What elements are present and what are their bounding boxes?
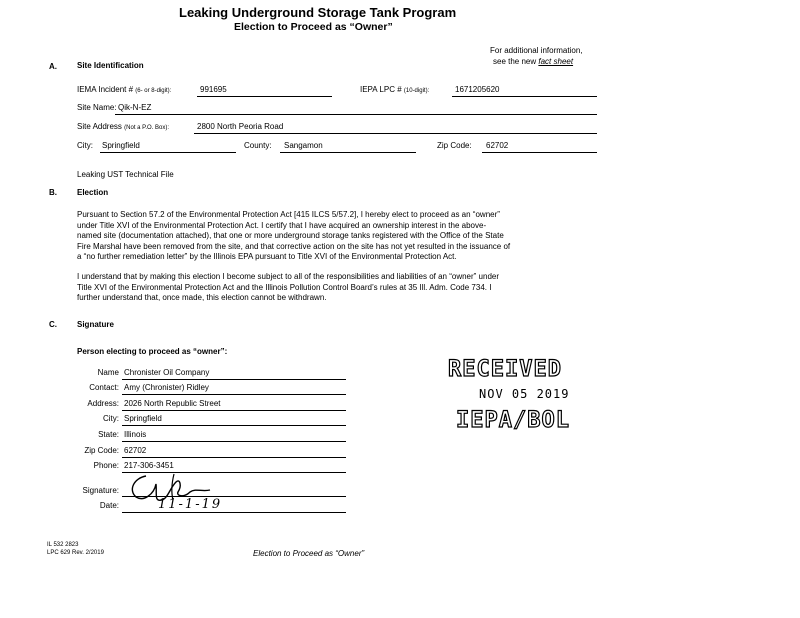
- iema-label-text: IEMA Incident #: [77, 85, 134, 94]
- para2-line: further understand that, once made, this election cannot be withdrawn.: [77, 293, 327, 303]
- section-c-letter: C.: [49, 320, 57, 329]
- section-a-title: Site Identification: [77, 61, 144, 70]
- address2-label: Address:: [87, 399, 119, 408]
- file-label: Leaking UST Technical File: [77, 170, 174, 179]
- zip-label: Zip Code:: [437, 141, 472, 150]
- zip2-label: Zip Code:: [84, 446, 119, 455]
- site-name-value[interactable]: Qik-N-EZ: [118, 103, 152, 112]
- county-value[interactable]: Sangamon: [284, 141, 323, 150]
- section-c-title: Signature: [77, 320, 114, 329]
- para2-line: I understand that by making this election I become subject to all of the responsibilities and liabilities of an “owner” under: [77, 272, 500, 281]
- zip-underline: [482, 152, 597, 153]
- city2-value[interactable]: Springfield: [124, 414, 162, 423]
- page-subtitle: Election to Proceed as “Owner”: [234, 21, 393, 33]
- stamp-received: RECEIVED: [448, 357, 562, 382]
- name-label: Name: [97, 368, 119, 377]
- election-paragraph-1: [77, 210, 605, 263]
- city2-label: City:: [103, 414, 119, 423]
- address-underline: [194, 133, 597, 134]
- address-hint: (Not a P.O. Box):: [124, 125, 170, 131]
- iepa-label: [360, 85, 429, 94]
- contact-value[interactable]: Amy (Chronister) Ridley: [124, 383, 209, 392]
- contact-underline: [122, 394, 346, 395]
- stamp-date: NOV 05 2019: [479, 387, 570, 401]
- signature-underline: [122, 496, 346, 497]
- phone-label: Phone:: [93, 461, 119, 470]
- site-name-underline: [115, 114, 597, 115]
- address2-value[interactable]: 2026 North Republic Street: [124, 399, 221, 408]
- iepa-hint: (10-digit):: [403, 88, 430, 94]
- zip-value[interactable]: 62702: [486, 141, 509, 150]
- para1-line: under Title XVI of the Environmental Protection Act. I certify that I have acquired an ownership interest in the above-: [77, 220, 487, 230]
- name-underline: [122, 379, 346, 380]
- city-underline: [100, 152, 236, 153]
- address-label: [77, 122, 169, 131]
- iepa-underline: [452, 96, 597, 97]
- para1-line: a “no further remediation letter” by the Illinois EPA pursuant to Title XVI of the Environmental Protection Act.: [77, 252, 457, 262]
- info-note-line1: For additional information,: [490, 46, 583, 55]
- footer-form-number: IL 532 2823: [47, 542, 79, 548]
- iepa-value[interactable]: 1671205620: [455, 85, 500, 94]
- contact-label: Contact:: [89, 383, 119, 392]
- zip2-underline: [122, 457, 346, 458]
- name-value[interactable]: Chronister Oil Company: [124, 368, 210, 377]
- person-heading: Person electing to proceed as “owner”:: [77, 347, 228, 356]
- para1-line: Pursuant to Section 57.2 of the Environmental Protection Act [415 ILCS 5/57.2], I hereby elect to proceed as an “owner”: [77, 210, 500, 219]
- footer-title: Election to Proceed as “Owner”: [253, 549, 365, 558]
- election-paragraph-2: [77, 272, 605, 304]
- date-underline: [122, 512, 346, 513]
- state-label: State:: [98, 430, 119, 439]
- footer-form-revision: LPC 629 Rev. 2/2019: [47, 550, 104, 556]
- iema-underline: [197, 96, 332, 97]
- zip2-value[interactable]: 62702: [124, 446, 147, 455]
- address2-underline: [122, 410, 346, 411]
- section-b-letter: B.: [49, 188, 57, 197]
- page-title: Leaking Underground Storage Tank Program: [179, 5, 457, 20]
- stamp-office: IEPA/BOL: [456, 408, 570, 433]
- section-b-title: Election: [77, 188, 109, 197]
- state-underline: [122, 441, 346, 442]
- iema-hint: (6- or 8-digit):: [135, 88, 172, 94]
- date-value[interactable]: 11-1-19: [158, 497, 223, 512]
- site-name-label: Site Name:: [77, 103, 117, 112]
- para1-line: Fire Marshal have been removed from the site, and that corrective action on the site has not yet resulted in the issuance of: [77, 241, 511, 251]
- info-note-prefix: see the new: [493, 57, 539, 66]
- signature-label: Signature:: [82, 486, 119, 495]
- county-label: County:: [244, 141, 272, 150]
- date-label: Date:: [99, 501, 119, 510]
- county-underline: [280, 152, 416, 153]
- city-value[interactable]: Springfield: [102, 141, 140, 150]
- iema-value[interactable]: 991695: [200, 85, 227, 94]
- fact-sheet-link[interactable]: fact sheet: [538, 57, 574, 66]
- iema-label: [77, 85, 171, 94]
- para1-line: named site (documentation attached), that one or more underground storage tanks registered with the Office of the State: [77, 231, 504, 241]
- city2-underline: [122, 425, 346, 426]
- section-a-letter: A.: [49, 62, 57, 71]
- city-label: City:: [77, 141, 93, 150]
- state-value[interactable]: Illinois: [124, 430, 147, 439]
- address-value[interactable]: 2800 North Peoria Road: [197, 122, 284, 131]
- para2-line: Title XVI of the Environmental Protection Act and the Illinois Pollution Control Board’s rules at 35 Ill. Adm. Code 734. I: [77, 282, 492, 292]
- info-note-line2: [493, 57, 573, 66]
- iepa-label-text: IEPA LPC #: [360, 85, 402, 94]
- phone-value[interactable]: 217-306-3451: [124, 461, 174, 470]
- address-label-text: Site Address: [77, 122, 122, 131]
